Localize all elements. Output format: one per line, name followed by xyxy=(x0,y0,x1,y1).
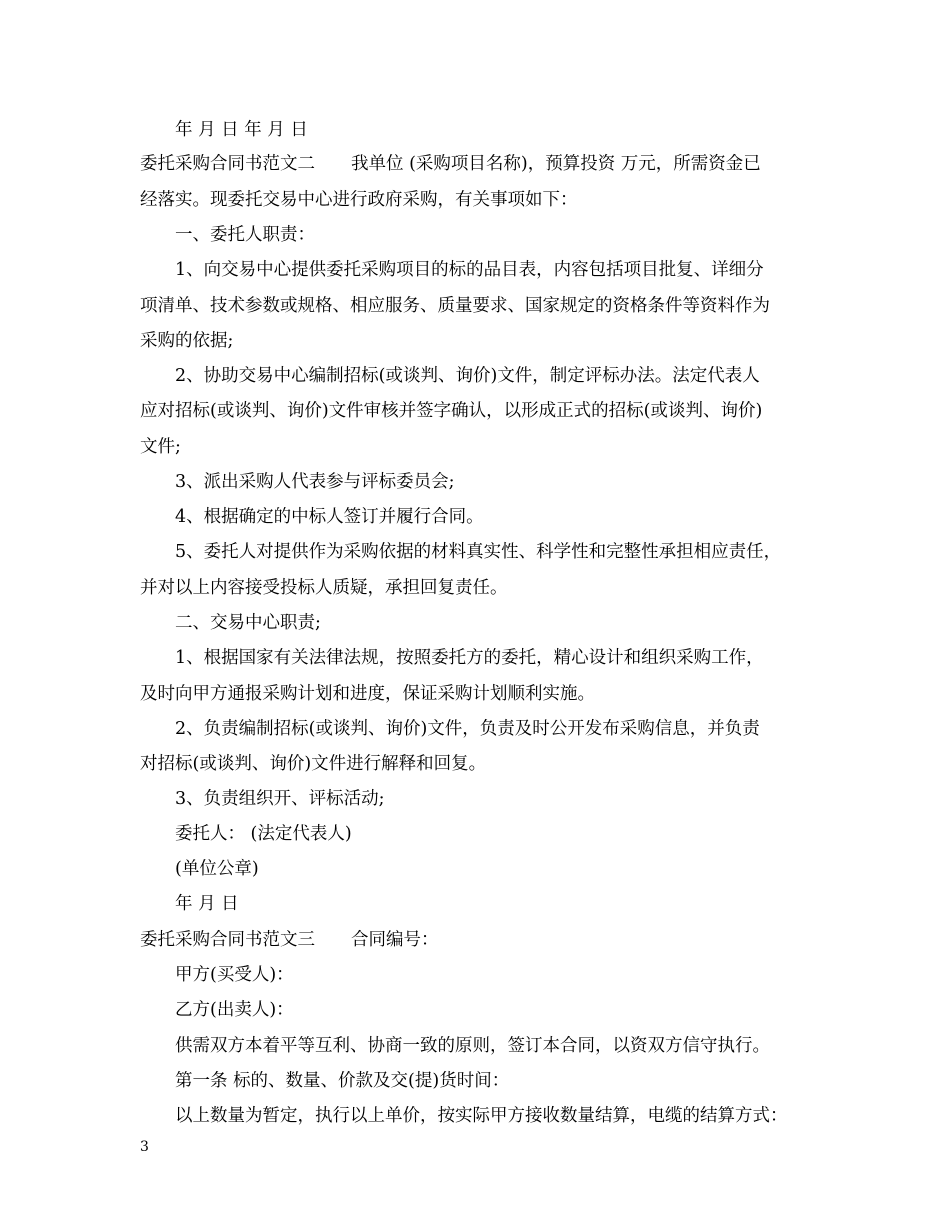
paragraph-line: 应对招标(或谈判、询价)文件审核并签字确认，以形成正式的招标(或谈判、询价) xyxy=(140,401,763,421)
party-a-line: 甲方(买受人)： xyxy=(175,965,294,985)
paragraph-line: 对招标(或谈判、询价)文件进行解释和回复。 xyxy=(140,754,487,774)
subheading: 一、委托人职责： xyxy=(175,225,315,245)
paragraph-line: 1、向交易中心提供委托采购项目的标的品目表，内容包括项目批复、详细分 xyxy=(175,260,764,280)
subheading: 二、交易中心职责; xyxy=(175,613,321,633)
party-b-line: 乙方(出卖人)： xyxy=(175,1000,294,1020)
seal-line: (单位公章) xyxy=(175,859,259,879)
paragraph-line xyxy=(140,152,761,176)
paragraph-text: 我单位 (采购项目名称)，预算投资 万元，所需资金已 xyxy=(351,154,761,174)
paragraph-line: 5、委托人对提供作为采购依据的材料真实性、科学性和完整性承担相应责任， xyxy=(175,542,782,562)
paragraph-line: 文件; xyxy=(140,437,181,457)
paragraph-line: 3、派出采购人代表参与评标委员会; xyxy=(175,472,455,492)
signature-line: 委托人： (法定代表人) xyxy=(175,824,352,844)
paragraph-line: 及时向甲方通报采购计划和进度，保证采购计划顺利实施。 xyxy=(140,684,595,704)
date-line: 年 月 日 xyxy=(175,894,239,914)
paragraph-line: 采购的依据; xyxy=(140,331,234,351)
paragraph-line: 3、负责组织开、评标活动; xyxy=(175,789,385,809)
paragraph-line: 2、协助交易中心编制招标(或谈判、询价)文件，制定评标办法。法定代表人 xyxy=(175,366,760,386)
section-heading: 委托采购合同书范文三 xyxy=(140,930,315,950)
page-number: 3 xyxy=(140,1139,149,1155)
paragraph-line: 4、根据确定的中标人签订并履行合同。 xyxy=(175,507,484,527)
paragraph-line: 并对以上内容接受投标人质疑，承担回复责任。 xyxy=(140,578,508,598)
paragraph-line: 1、根据国家有关法律法规，按照委托方的委托，精心设计和组织采购工作， xyxy=(175,648,764,668)
contract-number-label: 合同编号： xyxy=(351,930,439,950)
section-heading: 委托采购合同书范文二 xyxy=(140,154,315,174)
paragraph-line: 2、负责编制招标(或谈判、询价)文件，负责及时公开发布采购信息，并负责 xyxy=(175,719,760,739)
paragraph-line: 项清单、技术参数或规格、相应服务、质量要求、国家规定的资格条件等资料作为 xyxy=(140,296,770,316)
paragraph-line: 供需双方本着平等互利、协商一致的原则，签订本合同，以资双方信守执行。 xyxy=(175,1036,770,1056)
article-heading: 第一条 标的、数量、价款及交(提)货时间： xyxy=(175,1071,510,1091)
date-line: 年 月 日 年 月 日 xyxy=(175,120,308,140)
paragraph-line: 以上数量为暂定，执行以上单价，按实际甲方接收数量结算，电缆的结算方式： xyxy=(175,1106,788,1126)
paragraph-line: 经落实。现委托交易中心进行政府采购，有关事项如下： xyxy=(140,190,578,210)
paragraph-line xyxy=(140,928,439,952)
